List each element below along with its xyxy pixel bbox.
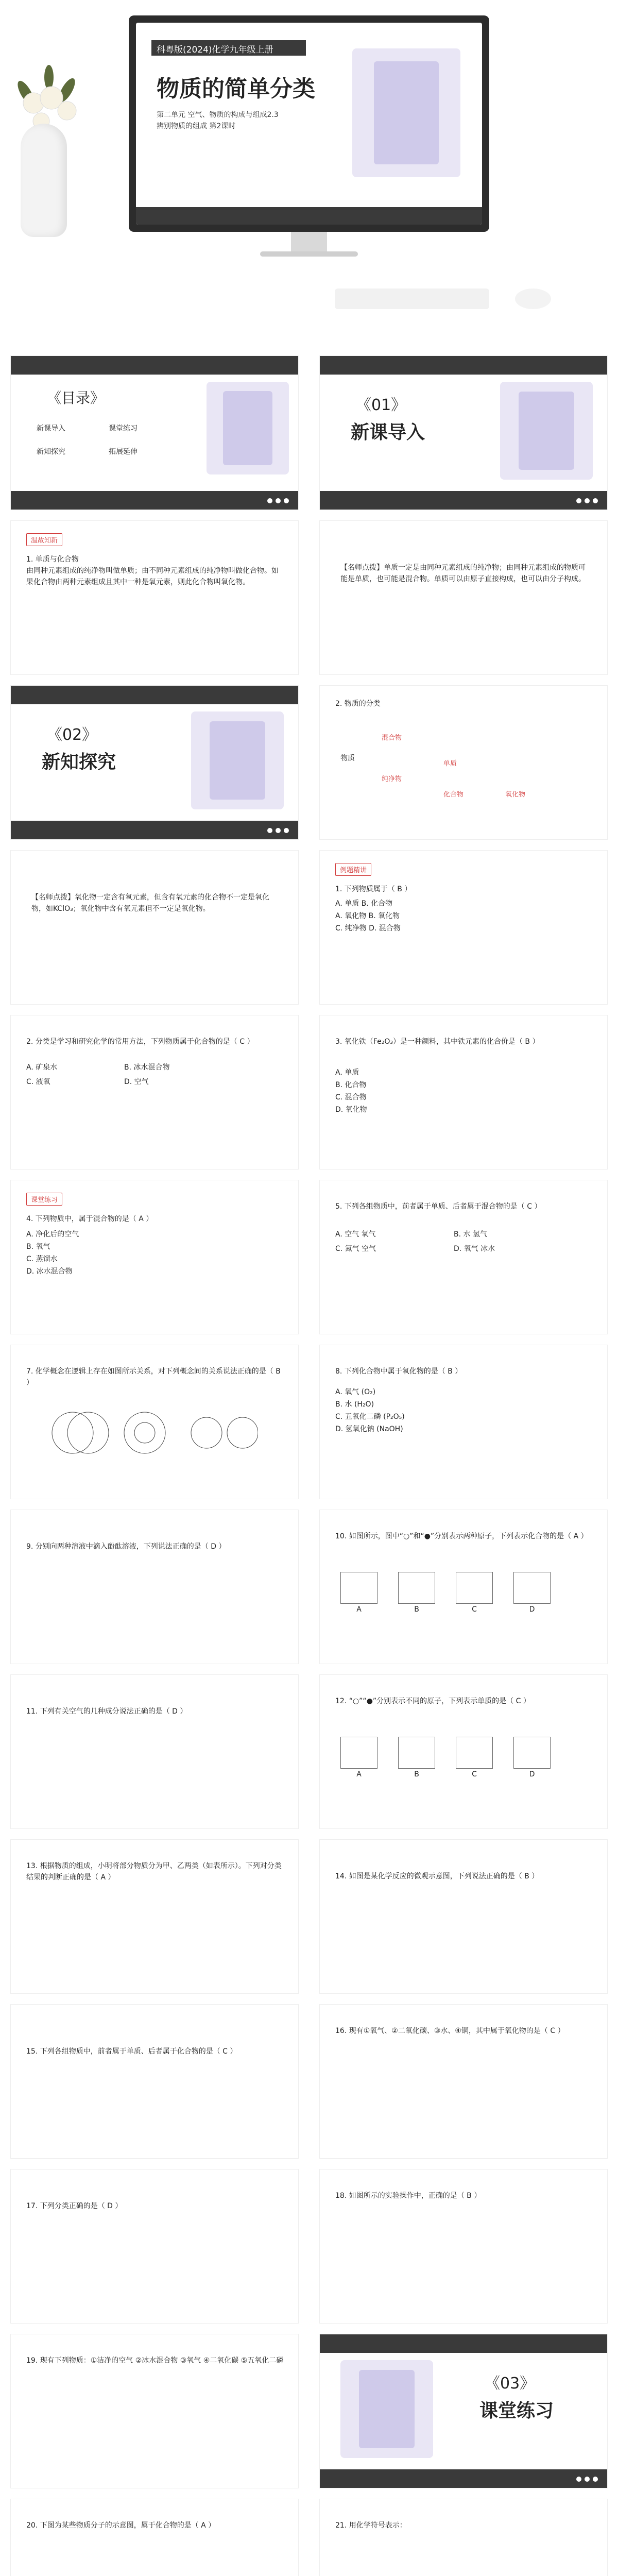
q12-text: 12. “○”“●”分别表示不同的原子，下列表示单质的是（ C ） (335, 1697, 530, 1705)
q19-text: 19. 现有下列物质：①洁净的空气 ②冰水混合物 ③氧气 ④二氧化碳 ⑤五氧化二磷 (26, 2357, 284, 2365)
monitor-screen (136, 23, 482, 225)
q5-opt-a: A. 空气 氧气 (335, 1230, 376, 1239)
example-q: 1. 下列物质属于（ B ） (335, 885, 412, 893)
slide-q18 (319, 2169, 608, 2324)
q3-opt-c: C. 混合物 (335, 1093, 367, 1101)
monitor-stand (291, 232, 327, 252)
new-num: 《02》 (47, 726, 98, 744)
node-compound: 化合物 (443, 791, 464, 799)
slide-q20 (10, 2499, 299, 2576)
keyboard (335, 289, 489, 309)
node-pure: 纯净物 (382, 775, 402, 783)
new-illustration (191, 711, 284, 809)
q5-text: 5. 下列各组物质中，前者属于单质、后者属于混合物的是（ C ） (335, 1202, 542, 1211)
mouse (515, 289, 551, 309)
slide-example-1 (319, 850, 608, 1005)
example-opt-3: C. 纯净物 D. 混合物 (335, 924, 401, 933)
slide-q10 (319, 1510, 608, 1664)
q2-opt-a: A. 矿泉水 (26, 1063, 58, 1072)
q10-text: 10. 如图所示，图中“○”和“●”分别表示两种原子，下列表示化合物的是（ A ） (335, 1532, 588, 1540)
q12-diagrams: A B C D (340, 1737, 551, 1780)
q10-diagrams: A B C D (340, 1572, 551, 1615)
review-tag: 温故知新 (26, 533, 62, 546)
q17-text: 17. 下列分类正确的是（ D ） (26, 2202, 123, 2210)
q2-text: 2. 分类是学习和研究化学的常用方法，下列物质属于化合物的是（ C ） (26, 1038, 254, 1046)
new-title: 新知探究 (42, 752, 116, 773)
slide-q13 (10, 1839, 299, 1994)
slide-q2 (10, 1015, 299, 1170)
intro-illustration (500, 382, 593, 480)
q7-text: 7. 化学概念在逻辑上存在如图所示关系，对下列概念间的关系说法正确的是（ B ） (26, 1367, 281, 1387)
practice-tag: 课堂练习 (26, 1193, 62, 1206)
slide-q19 (10, 2334, 299, 2488)
q4-opt-d: D. 冰水混合物 (26, 1267, 73, 1276)
slide-q8 (319, 1345, 608, 1499)
q2-opt-d: D. 空气 (124, 1078, 149, 1086)
q3-text: 3. 氧化铁（Fe₂O₃）是一种颜料，其中铁元素的化合价是（ B ） (335, 1038, 540, 1046)
practice-illustration (340, 2360, 433, 2458)
hero-subtitle-2: 辨别物质的组成 第2课时 (157, 122, 236, 130)
slide-intro-01 (319, 355, 608, 510)
tip-1-text: 【名师点拨】单质一定是由同种元素组成的纯净物；由同种元素组成的物质可能是单质，也可能是混合物。单质可以由原子直接构成，也可以由分子构成。 (340, 564, 586, 583)
intro-num: 《01》 (356, 396, 407, 414)
q15-text: 15. 下列各组物质中，前者属于单质、后者属于化合物的是（ C ） (26, 2047, 237, 2056)
example-opt-1: A. 单质 B. 化合物 (335, 900, 393, 908)
q21-text: 21. 用化学符号表示： (335, 2521, 407, 2530)
node-oxide: 氧化物 (505, 791, 526, 799)
tip-2-text: 【名师点拨】氧化物一定含有氧元素，但含有氧元素的化合物不一定是氧化物，如KClO₃；氧化物中含有氧元素但不一定是氧化物。 (31, 893, 269, 913)
review-text: 1. 单质与化合物 由同种元素组成的纯净物叫做单质；由不同种元素组成的纯净物叫做化合物。如果化合物由两种元素组成且其中一种是氧元素，则此化合物叫氧化物。 (26, 555, 279, 586)
node-element: 单质 (443, 760, 457, 768)
q18-text: 18. 如图所示的实验操作中，正确的是（ B ） (335, 2192, 482, 2200)
q2-opt-c: C. 液氧 (26, 1078, 50, 1086)
catalog-item-4[interactable]: 拓展延伸 (109, 448, 138, 456)
slide-tip-1 (319, 520, 608, 675)
q3-opt-b: B. 化合物 (335, 1081, 367, 1089)
slide-q9 (10, 1510, 299, 1664)
hero-title: 物质的简单分类 (157, 76, 315, 102)
q3-opt-a: A. 单质 (335, 1069, 359, 1077)
q4-opt-c: C. 蒸馏水 (26, 1255, 58, 1263)
q7-venn-diagram (42, 1402, 258, 1464)
q8-opt-c: C. 五氧化二磷 (P₂O₅) (335, 1413, 405, 1421)
example-opt-2: A. 氧化物 B. 氧化物 (335, 912, 400, 920)
vase-decoration (21, 124, 67, 237)
q4-text: 4. 下列物质中，属于混合物的是（ A ） (26, 1215, 153, 1223)
hero-illustration (352, 48, 460, 177)
slide-q21 (319, 2499, 608, 2576)
slide-review (10, 520, 299, 675)
slide-q7 (10, 1345, 299, 1499)
q20-text: 20. 下图为某些物质分子的示意图，属于化合物的是（ A ） (26, 2521, 216, 2530)
node-mixture: 混合物 (382, 734, 402, 742)
catalog-title: 《目录》 (47, 389, 105, 406)
classification-root: 物质 (340, 754, 355, 762)
q8-text: 8. 下列化合物中属于氧化物的是（ B ） (335, 1367, 462, 1376)
q5-opt-d: D. 氧气 冰水 (454, 1245, 495, 1253)
practice-num: 《03》 (485, 2375, 536, 2393)
catalog-illustration (207, 382, 289, 474)
hero-mockup (0, 0, 618, 350)
q8-opt-d: D. 氢氧化钠 (NaOH) (335, 1425, 403, 1433)
slide-q4 (10, 1180, 299, 1334)
q8-opt-a: A. 氧气 (O₂) (335, 1388, 376, 1396)
q2-opt-b: B. 冰水混合物 (124, 1063, 170, 1072)
hero-subtitle-1: 第二单元 空气、物质的构成与组成2.3 (157, 111, 279, 119)
slide-classification (319, 685, 608, 840)
q4-opt-a: A. 净化后的空气 (26, 1230, 79, 1239)
q5-opt-b: B. 水 氢气 (454, 1230, 487, 1239)
slide-q12 (319, 1674, 608, 1829)
slide-tip-2 (10, 850, 299, 1005)
slide-q11 (10, 1674, 299, 1829)
slide-catalog (10, 355, 299, 510)
q13-text: 13. 根据物质的组成，小明将部分物质分为甲、乙两类（如表所示）。下列对分类结果的判断正确的是（ A ） (26, 1862, 282, 1882)
slide-practice-03 (319, 2334, 608, 2488)
q5-opt-c: C. 氮气 空气 (335, 1245, 376, 1253)
q9-text: 9. 分别向两种溶液中滴入酚酞溶液，下列说法正确的是（ D ） (26, 1543, 226, 1551)
catalog-item-1[interactable]: 新课导入 (37, 425, 65, 433)
hero-series: 科粤版(2024)化学九年级上册 (157, 45, 273, 55)
slide-q16 (319, 2004, 608, 2159)
catalog-item-3[interactable]: 新知探究 (37, 448, 65, 456)
q14-text: 14. 如图是某化学反应的微观示意图，下列说法正确的是（ B ） (335, 1872, 539, 1880)
q3-opt-d: D. 氧化物 (335, 1106, 367, 1114)
slide-q17 (10, 2169, 299, 2324)
slide-q5 (319, 1180, 608, 1334)
q16-text: 16. 现有①氧气、②二氧化碳、③水、④铜，其中属于氧化物的是（ C ） (335, 2027, 565, 2035)
classification-title: 2. 物质的分类 (335, 700, 381, 708)
monitor-frame (129, 15, 489, 232)
q8-opt-b: B. 水 (H₂O) (335, 1400, 374, 1409)
q11-text: 11. 下列有关空气的几种成分说法正确的是（ D ） (26, 1707, 187, 1716)
slide-q15 (10, 2004, 299, 2159)
catalog-item-2[interactable]: 课堂练习 (109, 425, 138, 433)
practice-title: 课堂练习 (479, 2400, 554, 2421)
monitor-foot (260, 251, 358, 257)
slide-q14 (319, 1839, 608, 1994)
example-tag: 例题精讲 (335, 863, 371, 876)
q4-opt-b: B. 氧气 (26, 1243, 50, 1251)
slide-q3 (319, 1015, 608, 1170)
slide-new-02 (10, 685, 299, 840)
intro-title: 新课导入 (351, 422, 425, 443)
